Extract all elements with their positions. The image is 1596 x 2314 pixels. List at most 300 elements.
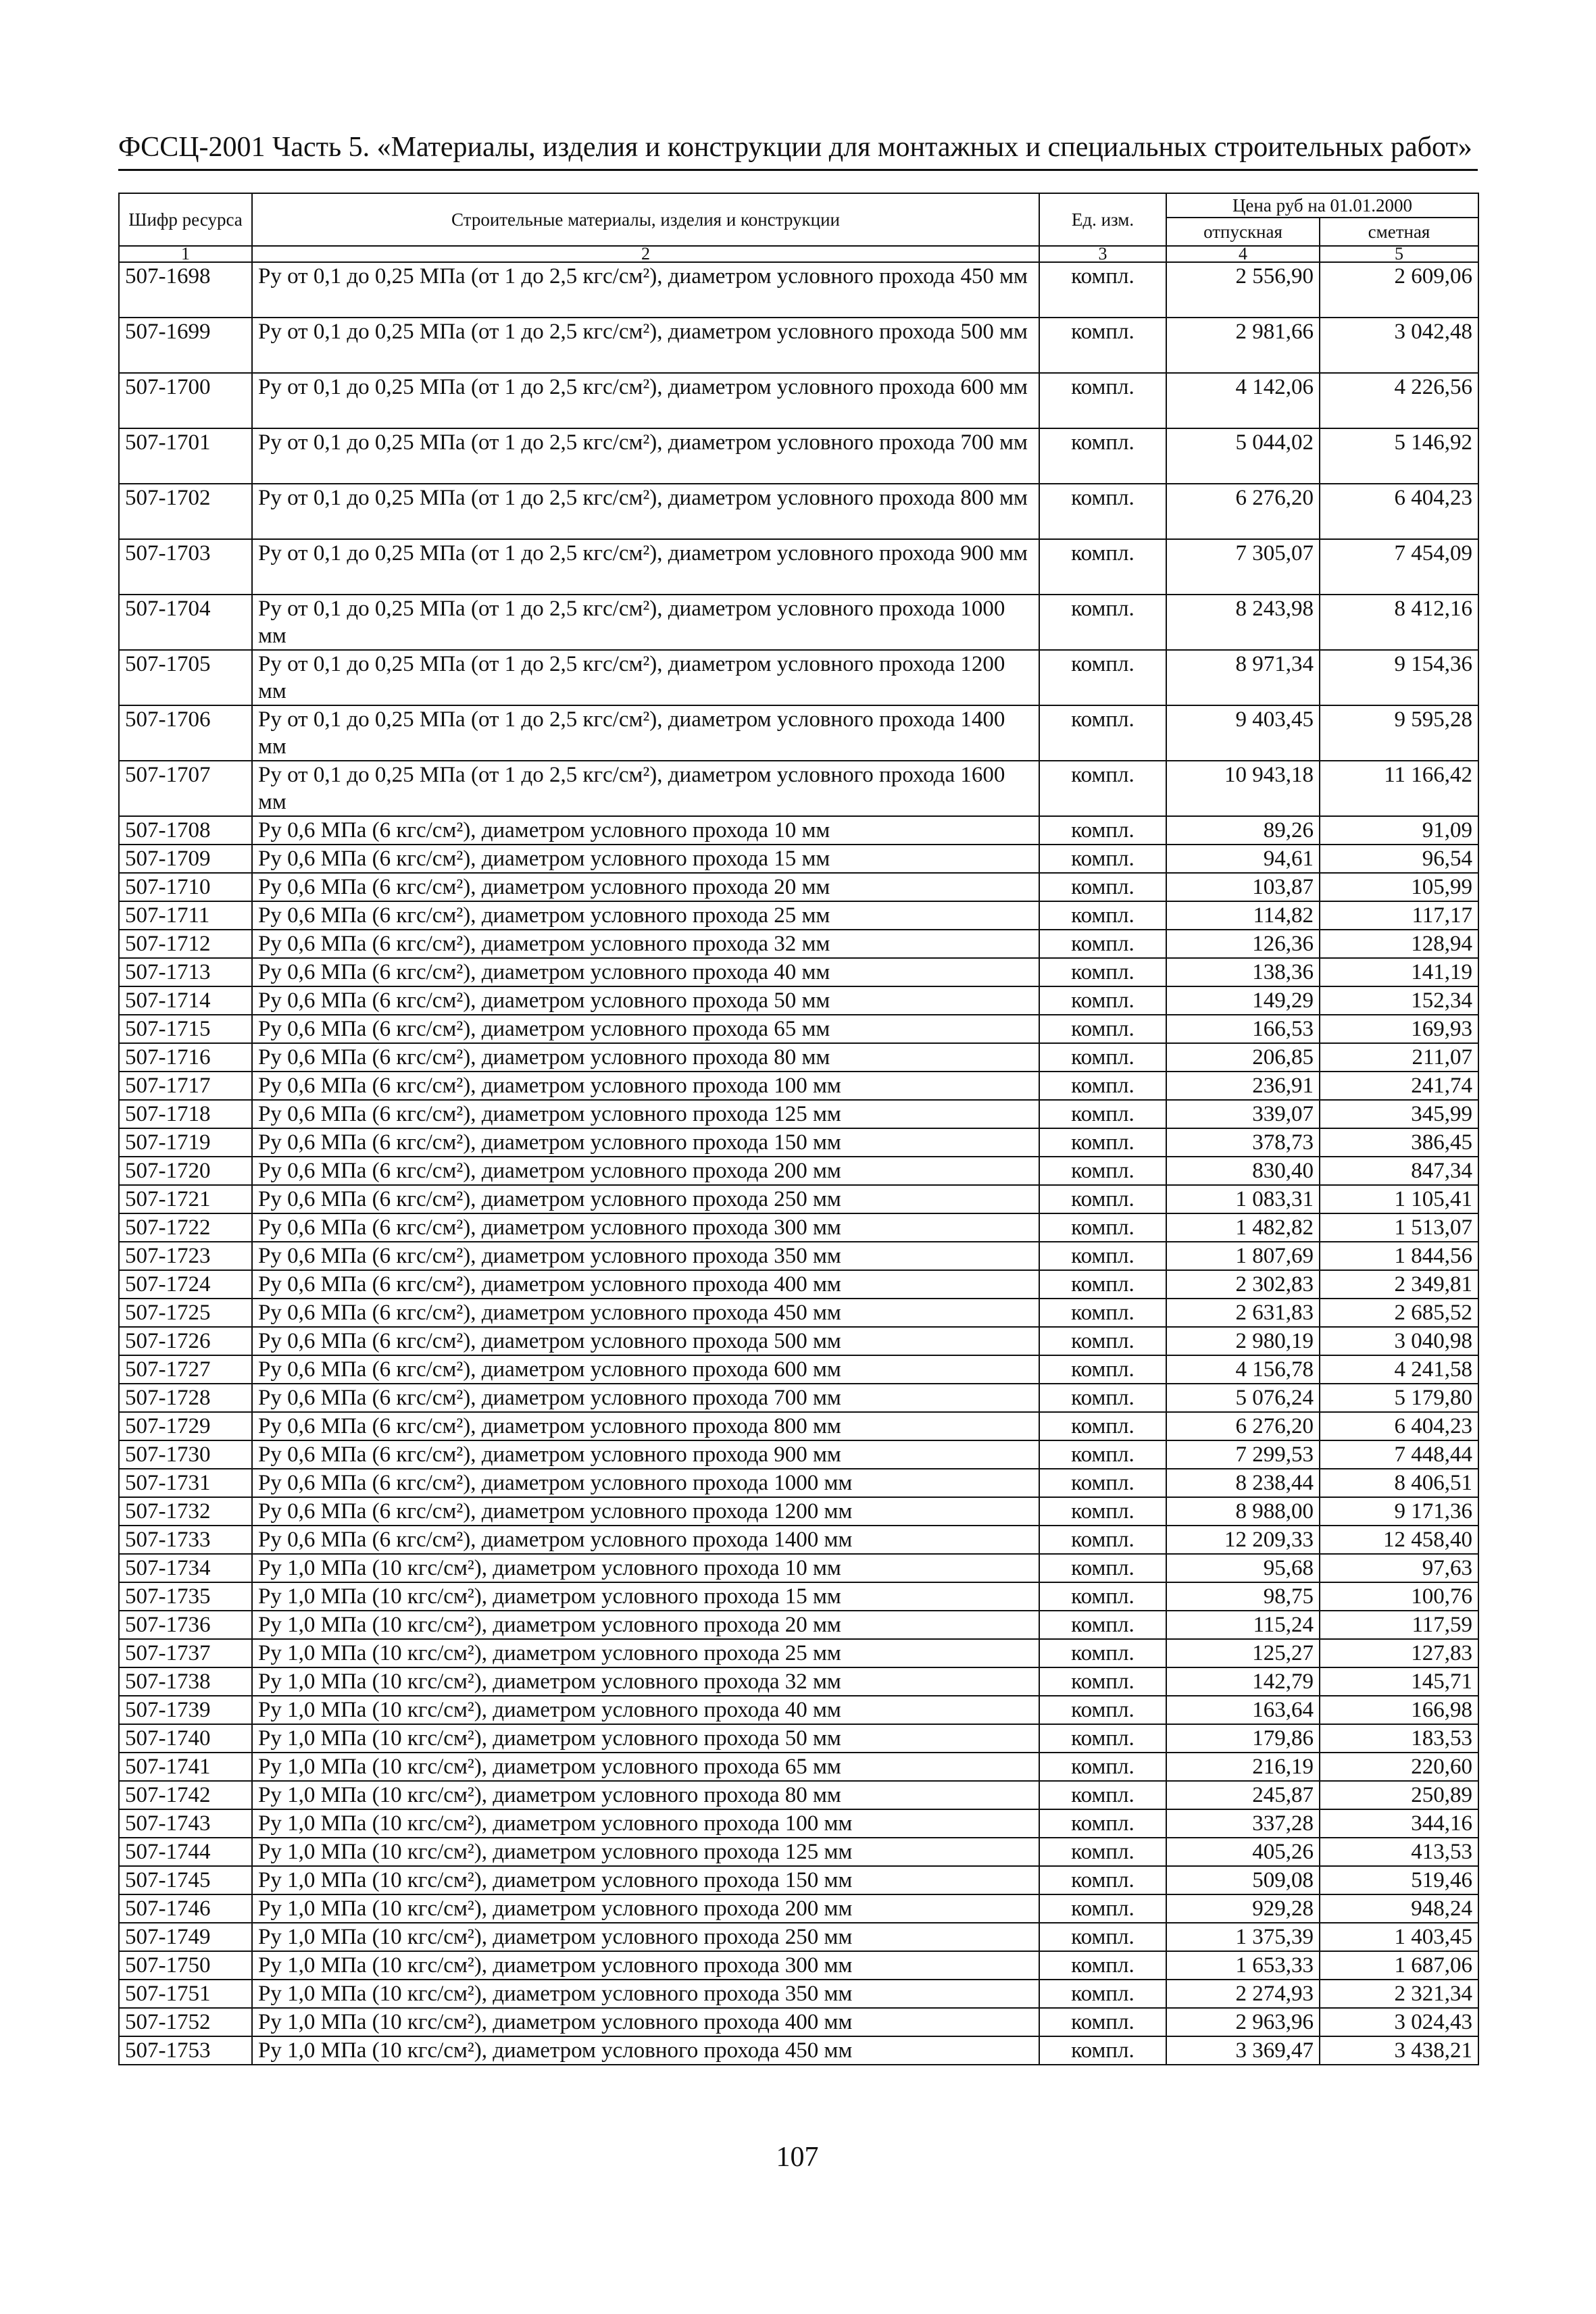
- material-name: Ру 0,6 МПа (6 кгс/см²), диаметром условного прохода 250 мм: [252, 1185, 1039, 1213]
- resource-code: 507-1723: [119, 1242, 252, 1270]
- estimate-price: 6 404,23: [1320, 1412, 1478, 1440]
- release-price: 337,28: [1166, 1809, 1320, 1838]
- unit-of-measure: компл.: [1039, 1781, 1166, 1809]
- unit-of-measure: компл.: [1039, 1440, 1166, 1469]
- resource-code: 507-1700: [119, 373, 252, 428]
- table-row: [119, 318, 1478, 373]
- unit-of-measure: компл.: [1039, 2008, 1166, 2036]
- table-row: [119, 1412, 1478, 1440]
- column-number: 2: [252, 246, 1039, 262]
- unit-of-measure: компл.: [1039, 1923, 1166, 1951]
- unit-of-measure: компл.: [1039, 901, 1166, 930]
- unit-of-measure: компл.: [1039, 1384, 1166, 1412]
- estimate-price: 345,99: [1320, 1100, 1478, 1128]
- resource-code: 507-1715: [119, 1015, 252, 1043]
- resource-code: 507-1743: [119, 1809, 252, 1838]
- material-name: Ру 0,6 МПа (6 кгс/см²), диаметром условного прохода 450 мм: [252, 1299, 1039, 1327]
- column-number-row: [119, 246, 1478, 262]
- unit-of-measure: компл.: [1039, 1554, 1166, 1582]
- unit-of-measure: компл.: [1039, 428, 1166, 484]
- release-price: 8 243,98: [1166, 595, 1320, 650]
- table-row: [119, 1299, 1478, 1327]
- estimate-price: 1 105,41: [1320, 1185, 1478, 1213]
- resource-code: 507-1753: [119, 2036, 252, 2065]
- table-row: [119, 1100, 1478, 1128]
- estimate-price: 152,34: [1320, 986, 1478, 1015]
- estimate-price: 9 154,36: [1320, 650, 1478, 705]
- resource-code: 507-1713: [119, 958, 252, 986]
- table-row: [119, 958, 1478, 986]
- release-price: 216,19: [1166, 1753, 1320, 1781]
- table-row: [119, 595, 1478, 650]
- unit-of-measure: компл.: [1039, 539, 1166, 595]
- table-row: [119, 1894, 1478, 1923]
- table-row: [119, 1724, 1478, 1753]
- material-name: Ру 1,0 МПа (10 кгс/см²), диаметром условного прохода 10 мм: [252, 1554, 1039, 1582]
- resource-code: 507-1729: [119, 1412, 252, 1440]
- release-price: 166,53: [1166, 1015, 1320, 1043]
- unit-of-measure: компл.: [1039, 816, 1166, 845]
- table-row: [119, 1072, 1478, 1100]
- unit-of-measure: компл.: [1039, 1469, 1166, 1497]
- release-price: 8 988,00: [1166, 1497, 1320, 1526]
- release-price: 509,08: [1166, 1866, 1320, 1894]
- material-name: Ру 1,0 МПа (10 кгс/см²), диаметром условного прохода 20 мм: [252, 1611, 1039, 1639]
- material-name: Ру 0,6 МПа (6 кгс/см²), диаметром условного прохода 20 мм: [252, 873, 1039, 901]
- release-price: 179,86: [1166, 1724, 1320, 1753]
- table-row: [119, 1526, 1478, 1554]
- release-price: 245,87: [1166, 1781, 1320, 1809]
- unit-of-measure: компл.: [1039, 1838, 1166, 1866]
- table-row: [119, 901, 1478, 930]
- release-price: 163,64: [1166, 1696, 1320, 1724]
- table-row: [119, 1015, 1478, 1043]
- table-row: [119, 1384, 1478, 1412]
- table-row: [119, 484, 1478, 539]
- unit-of-measure: компл.: [1039, 1753, 1166, 1781]
- material-name: Ру 0,6 МПа (6 кгс/см²), диаметром условного прохода 400 мм: [252, 1270, 1039, 1299]
- material-name: Ру от 0,1 до 0,25 МПа (от 1 до 2,5 кгс/см²), диаметром условного прохода 800 мм: [252, 484, 1039, 539]
- release-price: 98,75: [1166, 1582, 1320, 1611]
- table-row: [119, 539, 1478, 595]
- release-price: 142,79: [1166, 1667, 1320, 1696]
- table-row: [119, 705, 1478, 761]
- material-name: Ру 0,6 МПа (6 кгс/см²), диаметром условного прохода 150 мм: [252, 1128, 1039, 1157]
- estimate-price: 3 040,98: [1320, 1327, 1478, 1355]
- resource-code: 507-1732: [119, 1497, 252, 1526]
- material-name: Ру 0,6 МПа (6 кгс/см²), диаметром условного прохода 300 мм: [252, 1213, 1039, 1242]
- resource-code: 507-1705: [119, 650, 252, 705]
- table-row: [119, 2008, 1478, 2036]
- resource-code: 507-1728: [119, 1384, 252, 1412]
- resource-code: 507-1702: [119, 484, 252, 539]
- unit-of-measure: компл.: [1039, 1270, 1166, 1299]
- release-price: 8 238,44: [1166, 1469, 1320, 1497]
- table-row: [119, 1980, 1478, 2008]
- unit-of-measure: компл.: [1039, 1327, 1166, 1355]
- resource-code: 507-1698: [119, 262, 252, 318]
- table-row: [119, 873, 1478, 901]
- release-price: 5 076,24: [1166, 1384, 1320, 1412]
- material-name: Ру от 0,1 до 0,25 МПа (от 1 до 2,5 кгс/см²), диаметром условного прохода 1600 мм: [252, 761, 1039, 816]
- resource-code: 507-1751: [119, 1980, 252, 2008]
- column-number: 3: [1039, 246, 1166, 262]
- unit-of-measure: компл.: [1039, 705, 1166, 761]
- unit-of-measure: компл.: [1039, 958, 1166, 986]
- material-name: Ру 0,6 МПа (6 кгс/см²), диаметром условного прохода 800 мм: [252, 1412, 1039, 1440]
- release-price: 236,91: [1166, 1072, 1320, 1100]
- release-price: 1 482,82: [1166, 1213, 1320, 1242]
- estimate-price: 8 412,16: [1320, 595, 1478, 650]
- resource-code: 507-1724: [119, 1270, 252, 1299]
- resource-code: 507-1704: [119, 595, 252, 650]
- material-name: Ру 1,0 МПа (10 кгс/см²), диаметром условного прохода 65 мм: [252, 1753, 1039, 1781]
- material-name: Ру 0,6 МПа (6 кгс/см²), диаметром условного прохода 900 мм: [252, 1440, 1039, 1469]
- unit-of-measure: компл.: [1039, 1213, 1166, 1242]
- resource-code: 507-1752: [119, 2008, 252, 2036]
- estimate-price: 117,17: [1320, 901, 1478, 930]
- resource-code: 507-1734: [119, 1554, 252, 1582]
- material-name: Ру 1,0 МПа (10 кгс/см²), диаметром условного прохода 32 мм: [252, 1667, 1039, 1696]
- release-price: 2 631,83: [1166, 1299, 1320, 1327]
- table-row: [119, 1753, 1478, 1781]
- table-row: [119, 1270, 1478, 1299]
- table-row: [119, 1554, 1478, 1582]
- material-name: Ру 0,6 МПа (6 кгс/см²), диаметром условного прохода 50 мм: [252, 986, 1039, 1015]
- release-price: 2 981,66: [1166, 318, 1320, 373]
- unit-of-measure: компл.: [1039, 1894, 1166, 1923]
- estimate-price: 948,24: [1320, 1894, 1478, 1923]
- release-price: 830,40: [1166, 1157, 1320, 1185]
- unit-of-measure: компл.: [1039, 845, 1166, 873]
- material-name: Ру 1,0 МПа (10 кгс/см²), диаметром условного прохода 15 мм: [252, 1582, 1039, 1611]
- material-name: Ру 1,0 МПа (10 кгс/см²), диаметром условного прохода 300 мм: [252, 1951, 1039, 1980]
- estimate-price: 4 226,56: [1320, 373, 1478, 428]
- unit-of-measure: компл.: [1039, 1639, 1166, 1667]
- estimate-price: 220,60: [1320, 1753, 1478, 1781]
- price-table: [118, 193, 1479, 2065]
- estimate-price: 344,16: [1320, 1809, 1478, 1838]
- unit-of-measure: компл.: [1039, 1866, 1166, 1894]
- estimate-price: 847,34: [1320, 1157, 1478, 1185]
- estimate-price: 1 844,56: [1320, 1242, 1478, 1270]
- material-name: Ру 0,6 МПа (6 кгс/см²), диаметром условного прохода 25 мм: [252, 901, 1039, 930]
- page-header: ФССЦ-2001 Часть 5. «Материалы, изделия и конструкции для монтажных и специальных строительных работ»: [118, 132, 1472, 163]
- table-row: [119, 1327, 1478, 1355]
- resource-code: 507-1709: [119, 845, 252, 873]
- estimate-price: 5 146,92: [1320, 428, 1478, 484]
- release-price: 103,87: [1166, 873, 1320, 901]
- resource-code: 507-1744: [119, 1838, 252, 1866]
- resource-code: 507-1750: [119, 1951, 252, 1980]
- unit-of-measure: компл.: [1039, 2036, 1166, 2065]
- header-estimate-price: сметная: [1320, 218, 1478, 246]
- estimate-price: 169,93: [1320, 1015, 1478, 1043]
- resource-code: 507-1719: [119, 1128, 252, 1157]
- material-name: Ру 1,0 МПа (10 кгс/см²), диаметром условного прохода 250 мм: [252, 1923, 1039, 1951]
- estimate-price: 9 171,36: [1320, 1497, 1478, 1526]
- release-price: 10 943,18: [1166, 761, 1320, 816]
- resource-code: 507-1737: [119, 1639, 252, 1667]
- estimate-price: 3 042,48: [1320, 318, 1478, 373]
- table-row: [119, 930, 1478, 958]
- material-name: Ру 0,6 МПа (6 кгс/см²), диаметром условного прохода 65 мм: [252, 1015, 1039, 1043]
- estimate-price: 1 687,06: [1320, 1951, 1478, 1980]
- estimate-price: 183,53: [1320, 1724, 1478, 1753]
- estimate-price: 96,54: [1320, 845, 1478, 873]
- column-number: 4: [1166, 246, 1320, 262]
- resource-code: 507-1718: [119, 1100, 252, 1128]
- material-name: Ру 1,0 МПа (10 кгс/см²), диаметром условного прохода 100 мм: [252, 1809, 1039, 1838]
- material-name: Ру 1,0 МПа (10 кгс/см²), диаметром условного прохода 50 мм: [252, 1724, 1039, 1753]
- unit-of-measure: компл.: [1039, 1724, 1166, 1753]
- material-name: Ру 0,6 МПа (6 кгс/см²), диаметром условного прохода 80 мм: [252, 1043, 1039, 1072]
- resource-code: 507-1706: [119, 705, 252, 761]
- material-name: Ру 1,0 МПа (10 кгс/см²), диаметром условного прохода 80 мм: [252, 1781, 1039, 1809]
- release-price: 3 369,47: [1166, 2036, 1320, 2065]
- table-row: [119, 1667, 1478, 1696]
- header-unit: Ед. изм.: [1039, 193, 1166, 246]
- release-price: 12 209,33: [1166, 1526, 1320, 1554]
- material-name: Ру 1,0 МПа (10 кгс/см²), диаметром условного прохода 125 мм: [252, 1838, 1039, 1866]
- release-price: 405,26: [1166, 1838, 1320, 1866]
- estimate-price: 100,76: [1320, 1582, 1478, 1611]
- unit-of-measure: компл.: [1039, 1497, 1166, 1526]
- resource-code: 507-1740: [119, 1724, 252, 1753]
- material-name: Ру от 0,1 до 0,25 МПа (от 1 до 2,5 кгс/см²), диаметром условного прохода 1400 мм: [252, 705, 1039, 761]
- table-row: [119, 1497, 1478, 1526]
- release-price: 7 299,53: [1166, 1440, 1320, 1469]
- release-price: 2 556,90: [1166, 262, 1320, 318]
- release-price: 125,27: [1166, 1639, 1320, 1667]
- material-name: Ру от 0,1 до 0,25 МПа (от 1 до 2,5 кгс/см²), диаметром условного прохода 500 мм: [252, 318, 1039, 373]
- resource-code: 507-1703: [119, 539, 252, 595]
- estimate-price: 97,63: [1320, 1554, 1478, 1582]
- resource-code: 507-1730: [119, 1440, 252, 1469]
- resource-code: 507-1741: [119, 1753, 252, 1781]
- table-row: [119, 1185, 1478, 1213]
- release-price: 6 276,20: [1166, 1412, 1320, 1440]
- release-price: 2 274,93: [1166, 1980, 1320, 2008]
- resource-code: 507-1711: [119, 901, 252, 930]
- resource-code: 507-1720: [119, 1157, 252, 1185]
- table-row: [119, 1355, 1478, 1384]
- release-price: 115,24: [1166, 1611, 1320, 1639]
- unit-of-measure: компл.: [1039, 1043, 1166, 1072]
- estimate-price: 1 513,07: [1320, 1213, 1478, 1242]
- unit-of-measure: компл.: [1039, 1015, 1166, 1043]
- material-name: Ру 0,6 МПа (6 кгс/см²), диаметром условного прохода 600 мм: [252, 1355, 1039, 1384]
- material-name: Ру 1,0 МПа (10 кгс/см²), диаметром условного прохода 450 мм: [252, 2036, 1039, 2065]
- table-body: [119, 262, 1478, 2065]
- release-price: 1 083,31: [1166, 1185, 1320, 1213]
- material-name: Ру от 0,1 до 0,25 МПа (от 1 до 2,5 кгс/см²), диаметром условного прохода 1000 мм: [252, 595, 1039, 650]
- release-price: 5 044,02: [1166, 428, 1320, 484]
- estimate-price: 2 609,06: [1320, 262, 1478, 318]
- unit-of-measure: компл.: [1039, 318, 1166, 373]
- table-row: [119, 262, 1478, 318]
- material-name: Ру от 0,1 до 0,25 МПа (от 1 до 2,5 кгс/см²), диаметром условного прохода 1200 мм: [252, 650, 1039, 705]
- material-name: Ру от 0,1 до 0,25 МПа (от 1 до 2,5 кгс/см²), диаметром условного прохода 900 мм: [252, 539, 1039, 595]
- unit-of-measure: компл.: [1039, 1128, 1166, 1157]
- release-price: 2 302,83: [1166, 1270, 1320, 1299]
- table-row: [119, 1781, 1478, 1809]
- release-price: 95,68: [1166, 1554, 1320, 1582]
- estimate-price: 386,45: [1320, 1128, 1478, 1157]
- release-price: 7 305,07: [1166, 539, 1320, 595]
- release-price: 149,29: [1166, 986, 1320, 1015]
- column-number: 5: [1320, 246, 1478, 262]
- release-price: 4 142,06: [1166, 373, 1320, 428]
- resource-code: 507-1714: [119, 986, 252, 1015]
- material-name: Ру 1,0 МПа (10 кгс/см²), диаметром условного прохода 200 мм: [252, 1894, 1039, 1923]
- release-price: 8 971,34: [1166, 650, 1320, 705]
- unit-of-measure: компл.: [1039, 1355, 1166, 1384]
- estimate-price: 127,83: [1320, 1639, 1478, 1667]
- resource-code: 507-1745: [119, 1866, 252, 1894]
- estimate-price: 6 404,23: [1320, 484, 1478, 539]
- table-row: [119, 1128, 1478, 1157]
- table-row: [119, 1582, 1478, 1611]
- unit-of-measure: компл.: [1039, 1611, 1166, 1639]
- resource-code: 507-1739: [119, 1696, 252, 1724]
- header-code: Шифр ресурса: [119, 193, 252, 246]
- release-price: 2 980,19: [1166, 1327, 1320, 1355]
- resource-code: 507-1733: [119, 1526, 252, 1554]
- table-row: [119, 1469, 1478, 1497]
- page-number: 107: [776, 2142, 819, 2173]
- table-row: [119, 1838, 1478, 1866]
- estimate-price: 11 166,42: [1320, 761, 1478, 816]
- release-price: 1 375,39: [1166, 1923, 1320, 1951]
- resource-code: 507-1735: [119, 1582, 252, 1611]
- resource-code: 507-1731: [119, 1469, 252, 1497]
- release-price: 89,26: [1166, 816, 1320, 845]
- resource-code: 507-1721: [119, 1185, 252, 1213]
- material-name: Ру 0,6 МПа (6 кгс/см²), диаметром условного прохода 1200 мм: [252, 1497, 1039, 1526]
- release-price: 4 156,78: [1166, 1355, 1320, 1384]
- resource-code: 507-1701: [119, 428, 252, 484]
- estimate-price: 413,53: [1320, 1838, 1478, 1866]
- estimate-price: 141,19: [1320, 958, 1478, 986]
- estimate-price: 145,71: [1320, 1667, 1478, 1696]
- header-name: Строительные материалы, изделия и конструкции: [252, 193, 1039, 246]
- unit-of-measure: компл.: [1039, 1696, 1166, 1724]
- release-price: 1 807,69: [1166, 1242, 1320, 1270]
- unit-of-measure: компл.: [1039, 1242, 1166, 1270]
- unit-of-measure: компл.: [1039, 650, 1166, 705]
- unit-of-measure: компл.: [1039, 873, 1166, 901]
- material-name: Ру 1,0 МПа (10 кгс/см²), диаметром условного прохода 40 мм: [252, 1696, 1039, 1724]
- estimate-price: 1 403,45: [1320, 1923, 1478, 1951]
- table-row: [119, 816, 1478, 845]
- table-row: [119, 1923, 1478, 1951]
- unit-of-measure: компл.: [1039, 1412, 1166, 1440]
- resource-code: 507-1717: [119, 1072, 252, 1100]
- estimate-price: 9 595,28: [1320, 705, 1478, 761]
- material-name: Ру 1,0 МПа (10 кгс/см²), диаметром условного прохода 350 мм: [252, 1980, 1039, 2008]
- release-price: 126,36: [1166, 930, 1320, 958]
- estimate-price: 12 458,40: [1320, 1526, 1478, 1554]
- header-release-price: отпускная: [1166, 218, 1320, 246]
- material-name: Ру 0,6 МПа (6 кгс/см²), диаметром условного прохода 40 мм: [252, 958, 1039, 986]
- resource-code: 507-1716: [119, 1043, 252, 1072]
- resource-code: 507-1722: [119, 1213, 252, 1242]
- table-row: [119, 1809, 1478, 1838]
- estimate-price: 91,09: [1320, 816, 1478, 845]
- resource-code: 507-1749: [119, 1923, 252, 1951]
- unit-of-measure: компл.: [1039, 1526, 1166, 1554]
- resource-code: 507-1738: [119, 1667, 252, 1696]
- table-row: [119, 1043, 1478, 1072]
- material-name: Ру 0,6 МПа (6 кгс/см²), диаметром условного прохода 500 мм: [252, 1327, 1039, 1355]
- material-name: Ру от 0,1 до 0,25 МПа (от 1 до 2,5 кгс/см²), диаметром условного прохода 600 мм: [252, 373, 1039, 428]
- material-name: Ру 0,6 МПа (6 кгс/см²), диаметром условного прохода 1000 мм: [252, 1469, 1039, 1497]
- estimate-price: 3 438,21: [1320, 2036, 1478, 2065]
- material-name: Ру 1,0 МПа (10 кгс/см²), диаметром условного прохода 400 мм: [252, 2008, 1039, 2036]
- material-name: Ру 0,6 МПа (6 кгс/см²), диаметром условного прохода 100 мм: [252, 1072, 1039, 1100]
- table-row: [119, 1639, 1478, 1667]
- estimate-price: 7 448,44: [1320, 1440, 1478, 1469]
- unit-of-measure: компл.: [1039, 373, 1166, 428]
- unit-of-measure: компл.: [1039, 484, 1166, 539]
- estimate-price: 241,74: [1320, 1072, 1478, 1100]
- material-name: Ру 1,0 МПа (10 кгс/см²), диаметром условного прохода 25 мм: [252, 1639, 1039, 1667]
- resource-code: 507-1742: [119, 1781, 252, 1809]
- table-row: [119, 761, 1478, 816]
- table-row: [119, 1440, 1478, 1469]
- estimate-price: 3 024,43: [1320, 2008, 1478, 2036]
- table-row: [119, 1157, 1478, 1185]
- release-price: 114,82: [1166, 901, 1320, 930]
- resource-code: 507-1712: [119, 930, 252, 958]
- unit-of-measure: компл.: [1039, 1157, 1166, 1185]
- header-price-group: Цена руб на 01.01.2000: [1166, 193, 1478, 218]
- estimate-price: 7 454,09: [1320, 539, 1478, 595]
- table-row: [119, 1866, 1478, 1894]
- estimate-price: 2 349,81: [1320, 1270, 1478, 1299]
- material-name: Ру 0,6 МПа (6 кгс/см²), диаметром условного прохода 32 мм: [252, 930, 1039, 958]
- unit-of-measure: компл.: [1039, 1667, 1166, 1696]
- table-row: [119, 428, 1478, 484]
- table-row: [119, 650, 1478, 705]
- resource-code: 507-1726: [119, 1327, 252, 1355]
- resource-code: 507-1699: [119, 318, 252, 373]
- table-row: [119, 1213, 1478, 1242]
- unit-of-measure: компл.: [1039, 1072, 1166, 1100]
- estimate-price: 166,98: [1320, 1696, 1478, 1724]
- release-price: 1 653,33: [1166, 1951, 1320, 1980]
- unit-of-measure: компл.: [1039, 1980, 1166, 2008]
- estimate-price: 4 241,58: [1320, 1355, 1478, 1384]
- unit-of-measure: компл.: [1039, 986, 1166, 1015]
- estimate-price: 2 685,52: [1320, 1299, 1478, 1327]
- header-rule: [118, 169, 1478, 171]
- unit-of-measure: компл.: [1039, 262, 1166, 318]
- unit-of-measure: компл.: [1039, 1100, 1166, 1128]
- release-price: 9 403,45: [1166, 705, 1320, 761]
- table-row: [119, 1611, 1478, 1639]
- resource-code: 507-1708: [119, 816, 252, 845]
- release-price: 929,28: [1166, 1894, 1320, 1923]
- release-price: 94,61: [1166, 845, 1320, 873]
- material-name: Ру 0,6 МПа (6 кгс/см²), диаметром условного прохода 350 мм: [252, 1242, 1039, 1270]
- unit-of-measure: компл.: [1039, 1809, 1166, 1838]
- resource-code: 507-1707: [119, 761, 252, 816]
- material-name: Ру 0,6 МПа (6 кгс/см²), диаметром условного прохода 200 мм: [252, 1157, 1039, 1185]
- resource-code: 507-1746: [119, 1894, 252, 1923]
- estimate-price: 105,99: [1320, 873, 1478, 901]
